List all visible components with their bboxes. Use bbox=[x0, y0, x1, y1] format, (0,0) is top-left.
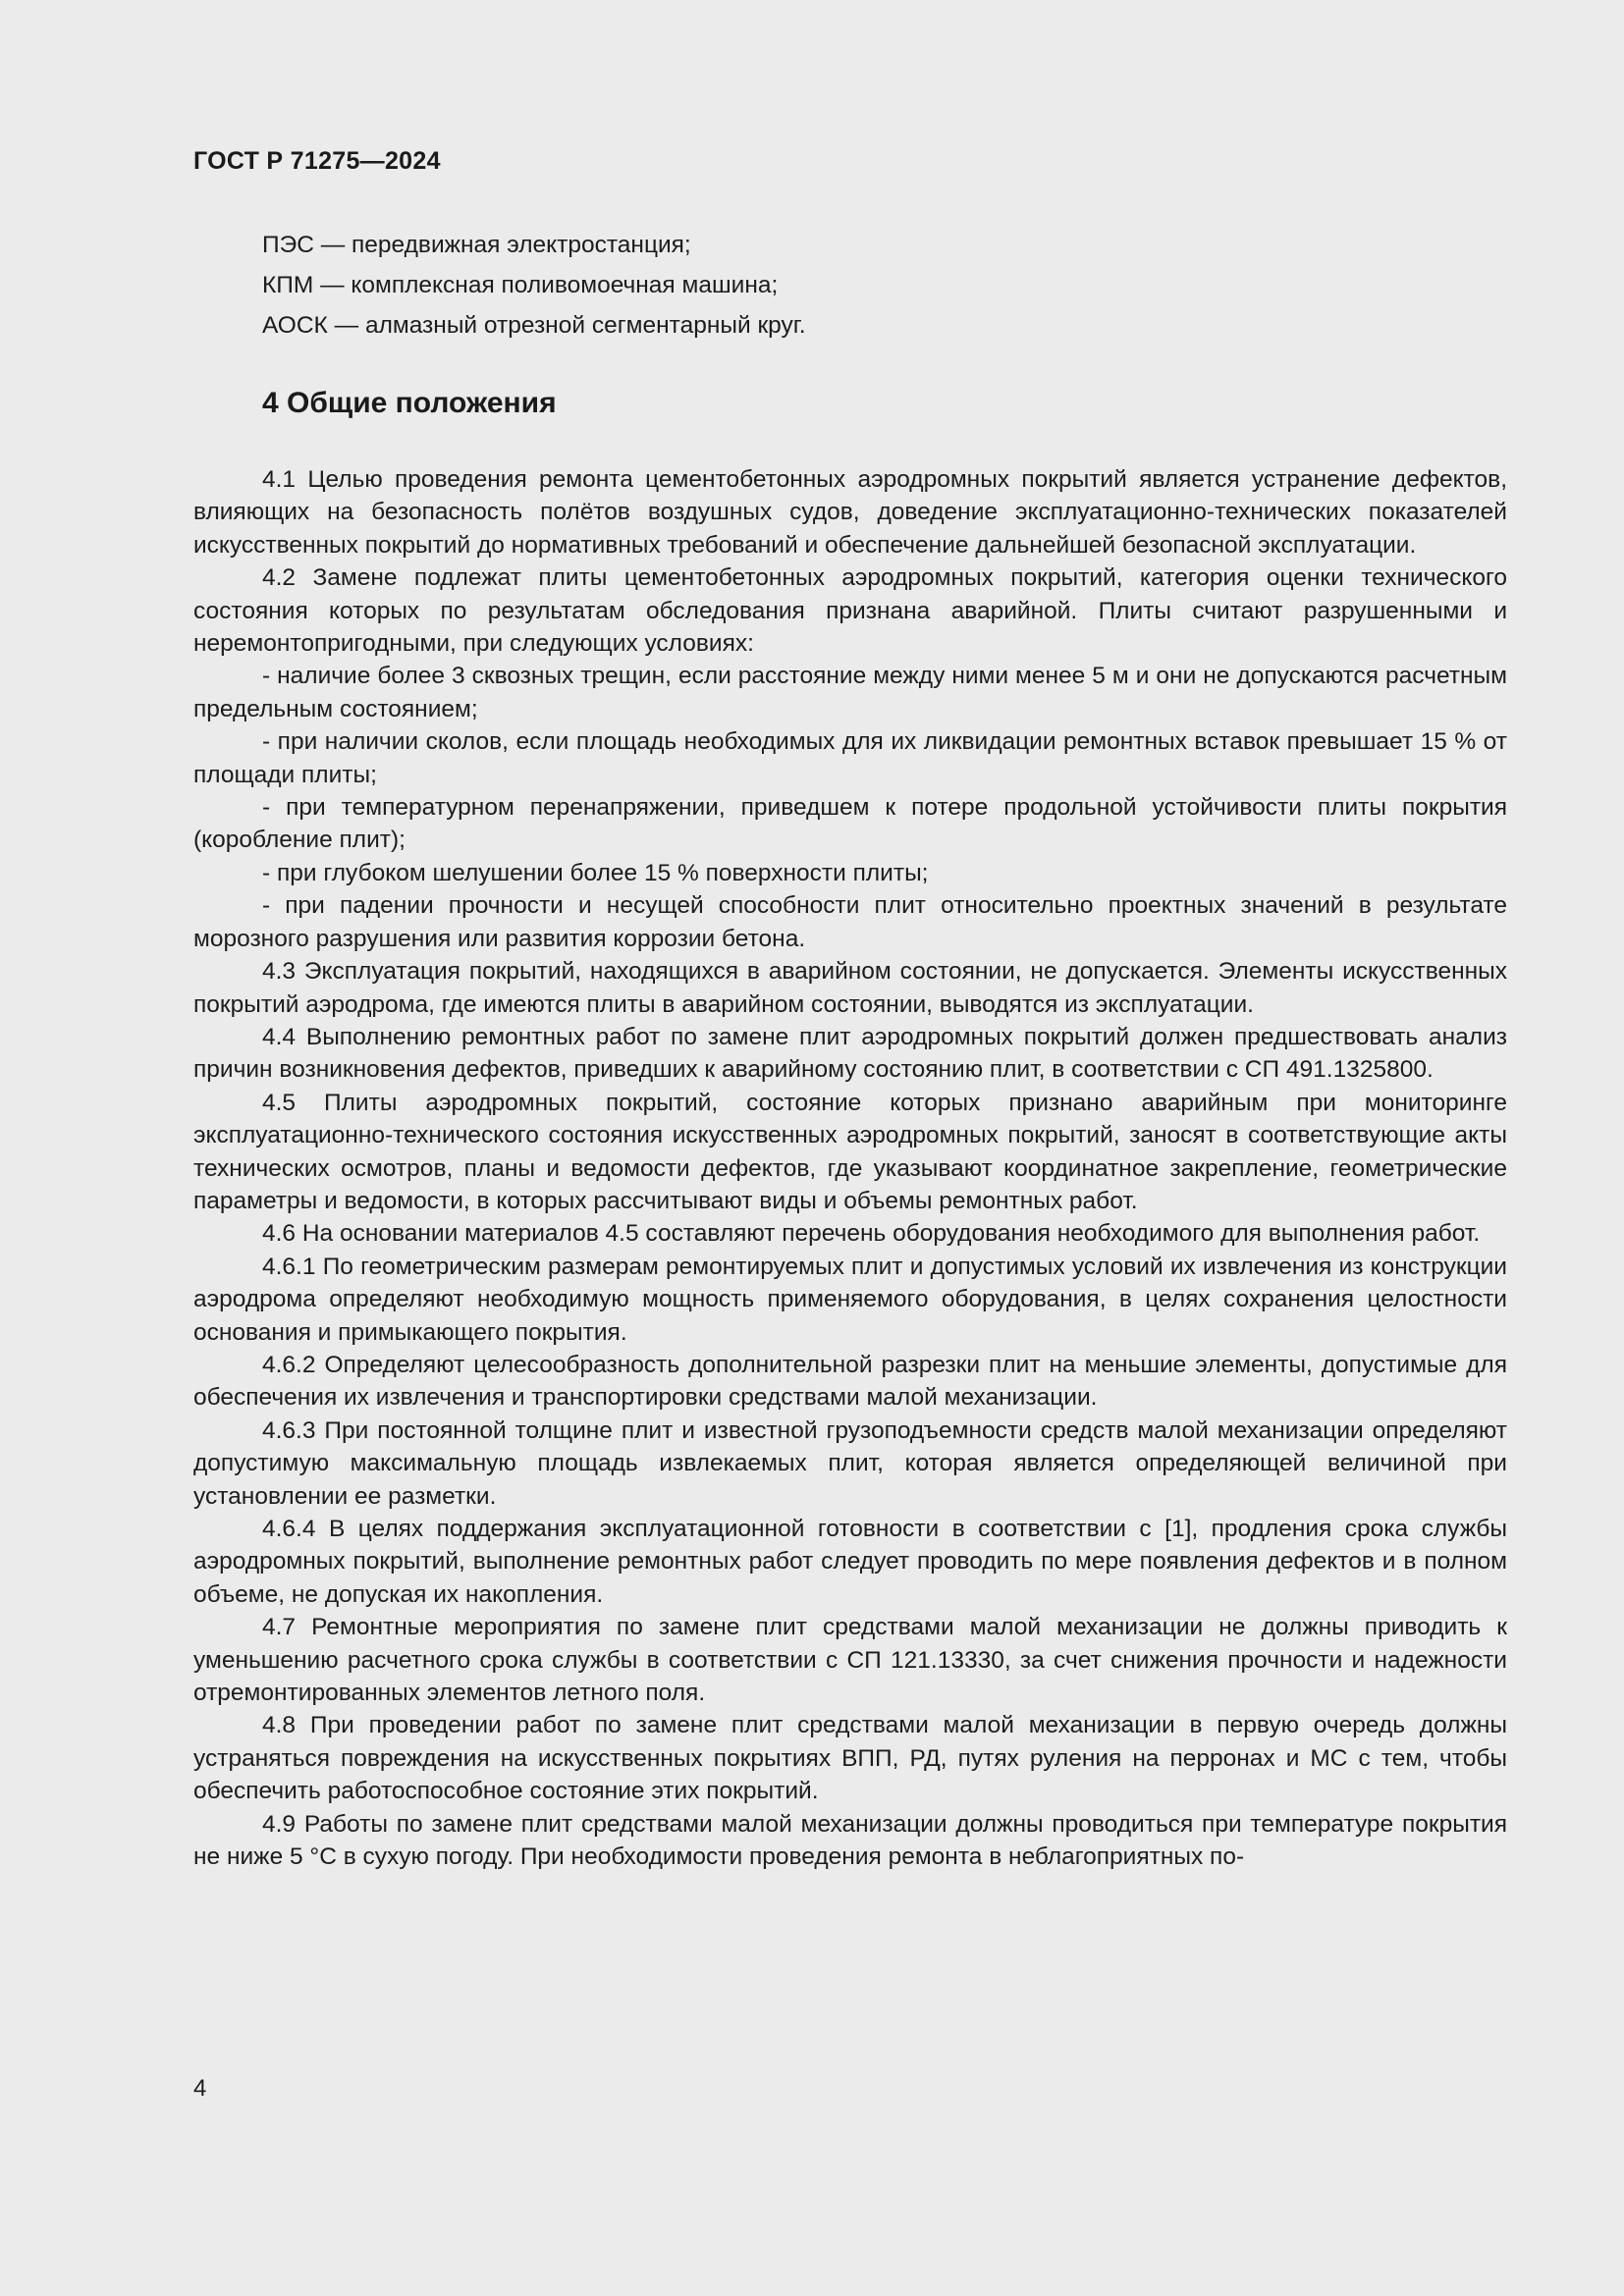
list-item-condition: - при наличии сколов, если площадь необходимых для их ликвидации ремонтных вставок превышает 15 % от площади плиты; bbox=[193, 728, 1507, 788]
list-item-condition: - наличие более 3 сквозных трещин, если расстояние между ними менее 5 м и они не допускаются расчетным предельным состоянием; bbox=[193, 663, 1507, 722]
abbreviation-list bbox=[262, 225, 1342, 346]
paragraph-4-6-2: 4.6.2 Определяют целесообразность дополнительной разрезки плит на меньшие элементы, допустимые для обеспечения их извлечения и транспортировки средствами малой механизации. bbox=[193, 1351, 1507, 1412]
paragraph-4-6-4: 4.6.4 В целях поддержания эксплуатационной готовности в соответствии с [1], продления срока службы аэродромных покрытий, выполнение ремонтных работ следует проводить по мере появления дефектов и в полном объеме, не допуская их накопления. bbox=[193, 1516, 1507, 1608]
abbreviation-item: ПЭС — передвижная электростанция; bbox=[262, 232, 691, 258]
paragraph-4-6-3: 4.6.3 При постоянной толщине плит и известной грузоподъемности средств малой механизации определяют допустимую максимальную площадь извлекаемых плит, которая является определяющей величиной при установлении ее разметки. bbox=[193, 1416, 1507, 1510]
list-item-condition: - при глубоком шелушении более 15 % поверхности плиты; bbox=[262, 859, 929, 886]
list-item-condition: - при падении прочности и несущей способности плит относительно проектных значений в результате морозного разрушения или развития коррозии бетона. bbox=[193, 892, 1507, 952]
paragraph-4-6: 4.6 На основании материалов 4.5 составляют перечень оборудования необходимого для выполнения работ. bbox=[262, 1220, 1481, 1248]
paragraph-4-8: 4.8 При проведении работ по замене плит средствами малой механизации в первую очередь должны устраняться повреждения на искусственных покрытиях ВПП, РД, путях руления на перронах и МС с тем, чтобы обеспечить работоспособное состояние этих покрытий. bbox=[193, 1712, 1507, 1805]
paragraph-4-5: 4.5 Плиты аэродромных покрытий, состояние которых признано аварийным при мониторинге эксплуатационно-технического состояния искусственных аэродромных покрытий, заносят в соответствующие акты технических осмотров, планы и ведомости дефектов, где указывают координатное закрепление, геометрические параметры и ведомости, в которых рассчитывают виды и объемы ремонтных работ. bbox=[193, 1089, 1507, 1214]
list-item-condition: - при температурном перенапряжении, приведшем к потере продольной устойчивости плиты покрытия (коробление плит); bbox=[193, 794, 1507, 854]
paragraph-4-6-1: 4.6.1 По геометрическим размерам ремонтируемых плит и допустимых условий их извлечения из конструкции аэродрома определяют необходимую мощность применяемого оборудования, в целях сохранения целостности основания и примыкающего покрытия. bbox=[193, 1253, 1507, 1346]
document-code-header: ГОСТ Р 71275—2024 bbox=[193, 147, 441, 175]
paragraph-4-1: 4.1 Целью проведения ремонта цементобетонных аэродромных покрытий является устранение дефектов, влияющих на безопасность полётов воздушных судов, доведение эксплуатационно-технических показателей искусственных покрытий до нормативных требований и обеспечение дальнейшей безопасной эксплуатации. bbox=[193, 466, 1507, 559]
paragraph-4-3: 4.3 Эксплуатация покрытий, находящихся в аварийном состоянии, не допускается. Элементы искусственных покрытий аэродрома, где имеются плиты в аварийном состоянии, выводятся из эксплуатации. bbox=[193, 958, 1507, 1018]
abbreviation-item: КПМ — комплексная поливомоечная машина; bbox=[262, 272, 779, 298]
paragraph-4-4: 4.4 Выполнению ремонтных работ по замене плит аэродромных покрытий должен предшествовать анализ причин возникновения дефектов, приведших к аварийному состоянию плит, в соответствии с СП 491.1325800. bbox=[193, 1023, 1507, 1084]
section-body bbox=[193, 463, 1507, 1873]
abbreviation-item: АОСК — алмазный отрезной сегментарный круг. bbox=[262, 312, 806, 339]
page-number: 4 bbox=[193, 2075, 207, 2102]
paragraph-4-2: 4.2 Замене подлежат плиты цементобетонных аэродромных покрытий, категория оценки технического состояния которых по результатам обследования признана аварийной. Плиты считают разрушенными и неремонтопригодными, при следующих условиях: bbox=[193, 564, 1507, 658]
section-heading: 4 Общие положения bbox=[262, 387, 557, 419]
paragraph-4-9: 4.9 Работы по замене плит средствами малой механизации должны проводиться при температуре покрытия не ниже 5 °С в сухую погоду. При необходимости проведения ремонта в неблагоприятных по- bbox=[193, 1810, 1507, 1871]
paragraph-4-7: 4.7 Ремонтные мероприятия по замене плит средствами малой механизации не должны приводить к уменьшению расчетного срока службы в соответствии с СП 121.13330, за счет снижения прочности и надежности отремонтированных элементов летного поля. bbox=[193, 1614, 1507, 1707]
